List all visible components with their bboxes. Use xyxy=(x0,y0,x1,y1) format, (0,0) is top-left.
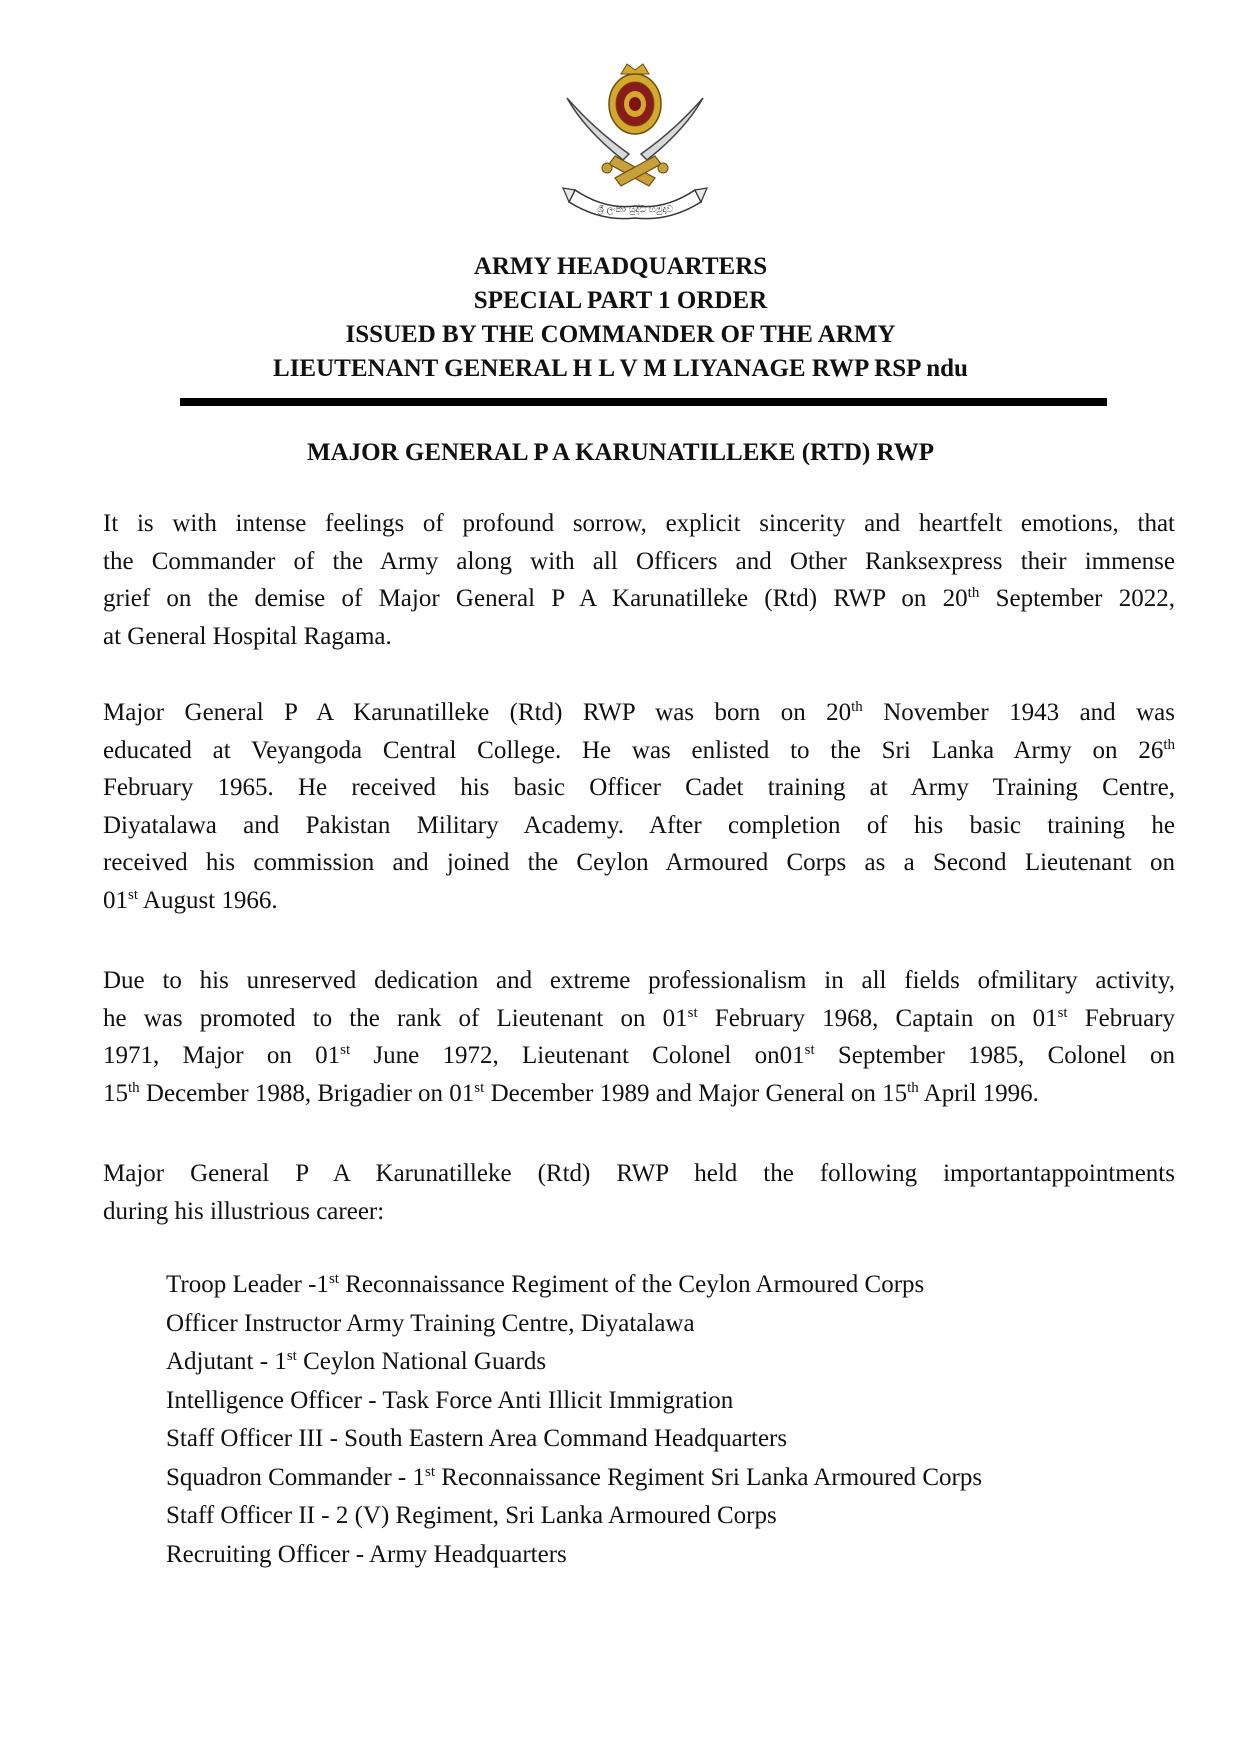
header-line-4: LIEUTENANT GENERAL H L V M LIYANAGE RWP RSP ndu xyxy=(273,355,968,382)
paragraph-early-life xyxy=(103,694,1175,919)
paragraph-appointments-intro xyxy=(103,1155,1175,1230)
paragraph-condolence xyxy=(103,505,1175,655)
header-line-3: ISSUED BY THE COMMANDER OF THE ARMY xyxy=(345,321,896,348)
header-line-1: ARMY HEADQUARTERS xyxy=(473,253,768,280)
text-line: grief on the demise of Major General P A Karunatilleke (Rtd) RWP on 20th September 2022, xyxy=(103,585,1175,612)
sri-lanka-army-crest-icon xyxy=(545,60,725,220)
appointment-item: Staff Officer II - 2 (V) Regiment, Sri Lanka Armoured Corps xyxy=(166,1502,777,1529)
text-line: 1971, Major on 01st June 1972, Lieutenant Colonel on01st September 1985, Colonel on xyxy=(103,1042,1175,1069)
text-line: February 1965. He received his basic Officer Cadet training at Army Training Centre, xyxy=(103,774,1175,801)
appointment-item: Officer Instructor Army Training Centre, Diyatalawa xyxy=(166,1309,695,1337)
text-line: received his commission and joined the Ceylon Armoured Corps as a Second Lieutenant on xyxy=(103,849,1175,876)
text-line: 15th December 1988, Brigadier on 01st December 1989 and Major General on 15th April 1996. xyxy=(103,1079,1039,1107)
text-line: Diyatalawa and Pakistan Military Academy. After completion of his basic training he xyxy=(103,811,1175,839)
order-header xyxy=(100,250,1141,386)
text-line: It is with intense feelings of profound sorrow, explicit sincerity and heartfelt emotions, that xyxy=(103,510,1175,537)
text-line: the Commander of the Army along with all Officers and Other Ranksexpress their immense xyxy=(103,547,1175,575)
text-line: Due to his unreserved dedication and extreme professionalism in all fields ofmilitary activity, xyxy=(103,967,1175,994)
subject-title: MAJOR GENERAL P A KARUNATILLEKE (RTD) RWP xyxy=(306,439,934,466)
appointment-item: Adjutant - 1st Ceylon National Guards xyxy=(166,1348,547,1375)
text-line: educated at Veyangoda Central College. He was enlisted to the Sri Lanka Army on 26th xyxy=(103,736,1175,764)
text-line: during his illustrious career: xyxy=(103,1197,385,1225)
header-line-2: SPECIAL PART 1 ORDER xyxy=(473,287,768,314)
appointment-item: Recruiting Officer - Army Headquarters xyxy=(166,1540,567,1568)
text-line: at General Hospital Ragama. xyxy=(103,622,392,650)
appointments-list xyxy=(166,1266,982,1574)
text-line: Major General P A Karunatilleke (Rtd) RWP held the following importantappointments xyxy=(103,1160,1175,1187)
appointment-item: Squadron Commander - 1st Reconnaissance Regiment Sri Lanka Armoured Corps xyxy=(166,1463,983,1491)
crest-motto: ශ්‍රී ලංකා යුද්ධ හමුදාව xyxy=(597,205,673,215)
text-line: Major General P A Karunatilleke (Rtd) RWP was born on 20th November 1943 and was xyxy=(103,699,1175,726)
text-line: 01st August 1966. xyxy=(103,886,278,914)
paragraph-promotions xyxy=(103,962,1175,1112)
header-divider xyxy=(180,398,1107,406)
text-line: he was promoted to the rank of Lieutenant on 01st February 1968, Captain on 01st February xyxy=(103,1004,1175,1032)
appointment-item: Troop Leader -1st Reconnaissance Regiment of the Ceylon Armoured Corps xyxy=(166,1271,925,1298)
appointment-item: Staff Officer III - South Eastern Area Command Headquarters xyxy=(166,1425,788,1452)
appointment-item: Intelligence Officer - Task Force Anti Illicit Immigration xyxy=(166,1386,734,1414)
